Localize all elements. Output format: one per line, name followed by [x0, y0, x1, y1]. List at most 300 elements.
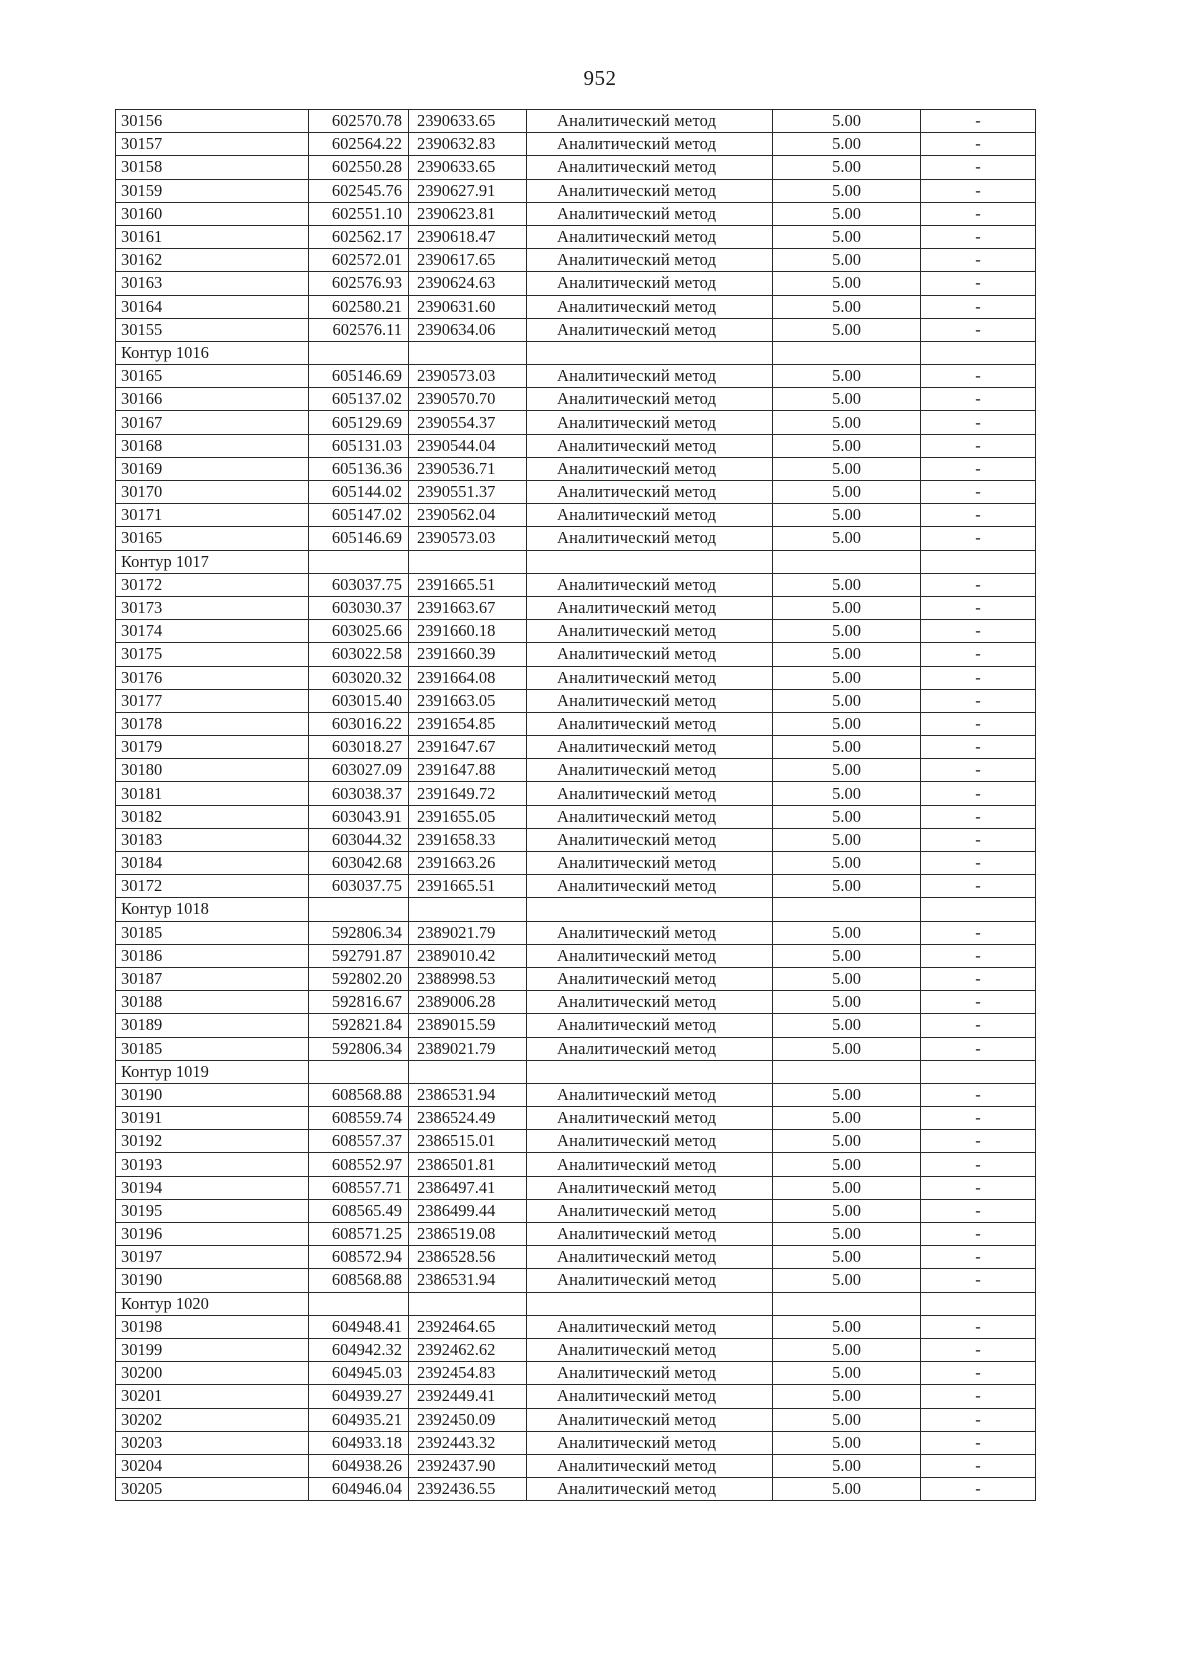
error-cell: 5.00 — [773, 481, 921, 504]
error-cell: 5.00 — [773, 225, 921, 248]
x-coordinate-cell: 603025.66 — [309, 620, 409, 643]
error-cell: 5.00 — [773, 156, 921, 179]
description-cell: - — [921, 921, 1036, 944]
error-cell: 5.00 — [773, 620, 921, 643]
y-coordinate-cell: 2391660.18 — [409, 620, 527, 643]
table-row — [116, 156, 1036, 179]
error-cell: 5.00 — [773, 1338, 921, 1361]
error-cell: 5.00 — [773, 921, 921, 944]
error-cell: 5.00 — [773, 944, 921, 967]
point-id-cell: 30172 — [116, 875, 309, 898]
method-cell: Аналитический метод — [527, 596, 773, 619]
y-coordinate-cell: 2391647.88 — [409, 759, 527, 782]
method-cell: Аналитический метод — [527, 643, 773, 666]
error-cell: 5.00 — [773, 1107, 921, 1130]
table-row — [116, 1338, 1036, 1361]
table-row — [116, 759, 1036, 782]
table-row — [116, 1385, 1036, 1408]
y-coordinate-cell: 2390624.63 — [409, 272, 527, 295]
y-coordinate-cell: 2392436.55 — [409, 1478, 527, 1501]
y-coordinate-cell: 2389015.59 — [409, 1014, 527, 1037]
description-cell: - — [921, 527, 1036, 550]
error-cell: 5.00 — [773, 1153, 921, 1176]
point-id-cell: 30199 — [116, 1338, 309, 1361]
x-coordinate-cell: 608572.94 — [309, 1246, 409, 1269]
point-id-cell: 30168 — [116, 434, 309, 457]
point-id-cell: 30167 — [116, 411, 309, 434]
x-coordinate-cell: 603022.58 — [309, 643, 409, 666]
x-coordinate-cell: 608552.97 — [309, 1153, 409, 1176]
method-cell: Аналитический метод — [527, 666, 773, 689]
contour-label: Контур 1017 — [116, 550, 309, 573]
description-cell: - — [921, 1107, 1036, 1130]
y-coordinate-cell: 2391663.05 — [409, 689, 527, 712]
contour-header-row — [116, 550, 1036, 573]
error-cell: 5.00 — [773, 388, 921, 411]
description-cell: - — [921, 1037, 1036, 1060]
method-cell: Аналитический метод — [527, 295, 773, 318]
error-cell: 5.00 — [773, 202, 921, 225]
error-cell: 5.00 — [773, 1176, 921, 1199]
description-cell: - — [921, 1269, 1036, 1292]
table-row — [116, 318, 1036, 341]
point-id-cell: 30204 — [116, 1454, 309, 1477]
table-row — [116, 1107, 1036, 1130]
table-row — [116, 1176, 1036, 1199]
y-coordinate-cell: 2389006.28 — [409, 991, 527, 1014]
y-coordinate-cell: 2390618.47 — [409, 225, 527, 248]
point-id-cell: 30164 — [116, 295, 309, 318]
method-cell: Аналитический метод — [527, 156, 773, 179]
y-coordinate-cell: 2391663.67 — [409, 596, 527, 619]
y-coordinate-cell: 2386497.41 — [409, 1176, 527, 1199]
point-id-cell: 30179 — [116, 736, 309, 759]
table-row — [116, 1199, 1036, 1222]
coordinates-table-body — [116, 110, 1036, 1501]
y-coordinate-cell: 2390536.71 — [409, 457, 527, 480]
x-coordinate-cell: 604945.03 — [309, 1362, 409, 1385]
y-coordinate-cell: 2390562.04 — [409, 504, 527, 527]
x-coordinate-cell: 608557.71 — [309, 1176, 409, 1199]
point-id-cell: 30163 — [116, 272, 309, 295]
x-coordinate-cell: 592806.34 — [309, 921, 409, 944]
table-row — [116, 875, 1036, 898]
error-cell: 5.00 — [773, 1431, 921, 1454]
empty-cell — [409, 550, 527, 573]
point-id-cell: 30190 — [116, 1269, 309, 1292]
x-coordinate-cell: 603018.27 — [309, 736, 409, 759]
y-coordinate-cell: 2389021.79 — [409, 1037, 527, 1060]
error-cell: 5.00 — [773, 1246, 921, 1269]
method-cell: Аналитический метод — [527, 1315, 773, 1338]
description-cell: - — [921, 318, 1036, 341]
method-cell: Аналитический метод — [527, 921, 773, 944]
method-cell: Аналитический метод — [527, 1478, 773, 1501]
table-row — [116, 712, 1036, 735]
x-coordinate-cell: 604942.32 — [309, 1338, 409, 1361]
y-coordinate-cell: 2386515.01 — [409, 1130, 527, 1153]
method-cell: Аналитический метод — [527, 110, 773, 133]
table-row — [116, 179, 1036, 202]
description-cell: - — [921, 365, 1036, 388]
method-cell: Аналитический метод — [527, 225, 773, 248]
error-cell: 5.00 — [773, 1223, 921, 1246]
point-id-cell: 30170 — [116, 481, 309, 504]
empty-cell — [921, 898, 1036, 921]
y-coordinate-cell: 2392437.90 — [409, 1454, 527, 1477]
description-cell: - — [921, 852, 1036, 875]
empty-cell — [527, 550, 773, 573]
point-id-cell: 30162 — [116, 249, 309, 272]
description-cell: - — [921, 272, 1036, 295]
x-coordinate-cell: 602562.17 — [309, 225, 409, 248]
method-cell: Аналитический метод — [527, 1083, 773, 1106]
contour-header-row — [116, 1292, 1036, 1315]
y-coordinate-cell: 2391649.72 — [409, 782, 527, 805]
table-row — [116, 295, 1036, 318]
table-row — [116, 991, 1036, 1014]
point-id-cell: 30203 — [116, 1431, 309, 1454]
x-coordinate-cell: 603043.91 — [309, 805, 409, 828]
table-row — [116, 967, 1036, 990]
error-cell: 5.00 — [773, 272, 921, 295]
table-row — [116, 202, 1036, 225]
point-id-cell: 30197 — [116, 1246, 309, 1269]
y-coordinate-cell: 2390627.91 — [409, 179, 527, 202]
error-cell: 5.00 — [773, 365, 921, 388]
description-cell: - — [921, 225, 1036, 248]
y-coordinate-cell: 2392450.09 — [409, 1408, 527, 1431]
description-cell: - — [921, 944, 1036, 967]
error-cell: 5.00 — [773, 1362, 921, 1385]
x-coordinate-cell: 608568.88 — [309, 1083, 409, 1106]
description-cell: - — [921, 388, 1036, 411]
description-cell: - — [921, 596, 1036, 619]
point-id-cell: 30159 — [116, 179, 309, 202]
point-id-cell: 30191 — [116, 1107, 309, 1130]
empty-cell — [527, 1060, 773, 1083]
table-row — [116, 1315, 1036, 1338]
table-row — [116, 1478, 1036, 1501]
y-coordinate-cell: 2390634.06 — [409, 318, 527, 341]
point-id-cell: 30202 — [116, 1408, 309, 1431]
method-cell: Аналитический метод — [527, 1246, 773, 1269]
table-row — [116, 782, 1036, 805]
method-cell: Аналитический метод — [527, 712, 773, 735]
empty-cell — [527, 341, 773, 364]
error-cell: 5.00 — [773, 1408, 921, 1431]
error-cell: 5.00 — [773, 828, 921, 851]
point-id-cell: 30188 — [116, 991, 309, 1014]
method-cell: Аналитический метод — [527, 1385, 773, 1408]
method-cell: Аналитический метод — [527, 573, 773, 596]
method-cell: Аналитический метод — [527, 852, 773, 875]
error-cell: 5.00 — [773, 133, 921, 156]
x-coordinate-cell: 603037.75 — [309, 573, 409, 596]
table-row — [116, 736, 1036, 759]
y-coordinate-cell: 2391658.33 — [409, 828, 527, 851]
table-row — [116, 365, 1036, 388]
error-cell: 5.00 — [773, 457, 921, 480]
method-cell: Аналитический метод — [527, 782, 773, 805]
error-cell: 5.00 — [773, 991, 921, 1014]
x-coordinate-cell: 592802.20 — [309, 967, 409, 990]
description-cell: - — [921, 295, 1036, 318]
x-coordinate-cell: 603020.32 — [309, 666, 409, 689]
error-cell: 5.00 — [773, 643, 921, 666]
x-coordinate-cell: 604948.41 — [309, 1315, 409, 1338]
method-cell: Аналитический метод — [527, 1362, 773, 1385]
y-coordinate-cell: 2392462.62 — [409, 1338, 527, 1361]
method-cell: Аналитический метод — [527, 133, 773, 156]
empty-cell — [409, 341, 527, 364]
description-cell: - — [921, 1176, 1036, 1199]
table-row — [116, 1246, 1036, 1269]
y-coordinate-cell: 2391647.67 — [409, 736, 527, 759]
method-cell: Аналитический метод — [527, 202, 773, 225]
x-coordinate-cell: 603030.37 — [309, 596, 409, 619]
error-cell: 5.00 — [773, 736, 921, 759]
method-cell: Аналитический метод — [527, 318, 773, 341]
table-row — [116, 1362, 1036, 1385]
point-id-cell: 30200 — [116, 1362, 309, 1385]
description-cell: - — [921, 504, 1036, 527]
method-cell: Аналитический метод — [527, 759, 773, 782]
description-cell: - — [921, 1478, 1036, 1501]
y-coordinate-cell: 2389010.42 — [409, 944, 527, 967]
description-cell: - — [921, 1014, 1036, 1037]
method-cell: Аналитический метод — [527, 828, 773, 851]
method-cell: Аналитический метод — [527, 736, 773, 759]
empty-cell — [309, 550, 409, 573]
empty-cell — [409, 898, 527, 921]
table-row — [116, 1037, 1036, 1060]
y-coordinate-cell: 2391655.05 — [409, 805, 527, 828]
description-cell: - — [921, 573, 1036, 596]
description-cell: - — [921, 202, 1036, 225]
description-cell: - — [921, 712, 1036, 735]
method-cell: Аналитический метод — [527, 249, 773, 272]
empty-cell — [409, 1292, 527, 1315]
description-cell: - — [921, 249, 1036, 272]
error-cell: 5.00 — [773, 596, 921, 619]
empty-cell — [527, 1292, 773, 1315]
table-row — [116, 1454, 1036, 1477]
empty-cell — [773, 341, 921, 364]
description-cell: - — [921, 1223, 1036, 1246]
error-cell: 5.00 — [773, 249, 921, 272]
table-row — [116, 666, 1036, 689]
page-number: 952 — [583, 66, 617, 90]
error-cell: 5.00 — [773, 1014, 921, 1037]
point-id-cell: 30156 — [116, 110, 309, 133]
x-coordinate-cell: 592791.87 — [309, 944, 409, 967]
description-cell: - — [921, 1199, 1036, 1222]
x-coordinate-cell: 603044.32 — [309, 828, 409, 851]
description-cell: - — [921, 457, 1036, 480]
table-row — [116, 1014, 1036, 1037]
description-cell: - — [921, 666, 1036, 689]
point-id-cell: 30185 — [116, 1037, 309, 1060]
y-coordinate-cell: 2390551.37 — [409, 481, 527, 504]
error-cell: 5.00 — [773, 875, 921, 898]
description-cell: - — [921, 875, 1036, 898]
method-cell: Аналитический метод — [527, 1107, 773, 1130]
error-cell: 5.00 — [773, 1478, 921, 1501]
error-cell: 5.00 — [773, 1037, 921, 1060]
point-id-cell: 30158 — [116, 156, 309, 179]
error-cell: 5.00 — [773, 1269, 921, 1292]
x-coordinate-cell: 604946.04 — [309, 1478, 409, 1501]
description-cell: - — [921, 1083, 1036, 1106]
table-row — [116, 620, 1036, 643]
point-id-cell: 30201 — [116, 1385, 309, 1408]
x-coordinate-cell: 602576.93 — [309, 272, 409, 295]
empty-cell — [309, 898, 409, 921]
description-cell: - — [921, 1153, 1036, 1176]
method-cell: Аналитический метод — [527, 1130, 773, 1153]
point-id-cell: 30161 — [116, 225, 309, 248]
x-coordinate-cell: 592806.34 — [309, 1037, 409, 1060]
method-cell: Аналитический метод — [527, 805, 773, 828]
x-coordinate-cell: 602576.11 — [309, 318, 409, 341]
empty-cell — [773, 1292, 921, 1315]
description-cell: - — [921, 1246, 1036, 1269]
y-coordinate-cell: 2390570.70 — [409, 388, 527, 411]
x-coordinate-cell: 605147.02 — [309, 504, 409, 527]
contour-label: Контур 1019 — [116, 1060, 309, 1083]
method-cell: Аналитический метод — [527, 991, 773, 1014]
table-row — [116, 689, 1036, 712]
x-coordinate-cell: 602570.78 — [309, 110, 409, 133]
error-cell: 5.00 — [773, 573, 921, 596]
x-coordinate-cell: 605146.69 — [309, 527, 409, 550]
x-coordinate-cell: 602564.22 — [309, 133, 409, 156]
point-id-cell: 30155 — [116, 318, 309, 341]
point-id-cell: 30175 — [116, 643, 309, 666]
method-cell: Аналитический метод — [527, 1153, 773, 1176]
method-cell: Аналитический метод — [527, 620, 773, 643]
contour-header-row — [116, 898, 1036, 921]
x-coordinate-cell: 608557.37 — [309, 1130, 409, 1153]
point-id-cell: 30169 — [116, 457, 309, 480]
description-cell: - — [921, 689, 1036, 712]
method-cell: Аналитический метод — [527, 272, 773, 295]
point-id-cell: 30178 — [116, 712, 309, 735]
description-cell: - — [921, 156, 1036, 179]
point-id-cell: 30187 — [116, 967, 309, 990]
empty-cell — [309, 1292, 409, 1315]
point-id-cell: 30189 — [116, 1014, 309, 1037]
y-coordinate-cell: 2392443.32 — [409, 1431, 527, 1454]
x-coordinate-cell: 603038.37 — [309, 782, 409, 805]
point-id-cell: 30166 — [116, 388, 309, 411]
y-coordinate-cell: 2391660.39 — [409, 643, 527, 666]
description-cell: - — [921, 1431, 1036, 1454]
error-cell: 5.00 — [773, 712, 921, 735]
description-cell: - — [921, 1338, 1036, 1361]
x-coordinate-cell: 608559.74 — [309, 1107, 409, 1130]
table-row — [116, 1130, 1036, 1153]
empty-cell — [921, 550, 1036, 573]
error-cell: 5.00 — [773, 759, 921, 782]
point-id-cell: 30205 — [116, 1478, 309, 1501]
error-cell: 5.00 — [773, 852, 921, 875]
y-coordinate-cell: 2390632.83 — [409, 133, 527, 156]
description-cell: - — [921, 759, 1036, 782]
y-coordinate-cell: 2390623.81 — [409, 202, 527, 225]
point-id-cell: 30174 — [116, 620, 309, 643]
point-id-cell: 30177 — [116, 689, 309, 712]
x-coordinate-cell: 605131.03 — [309, 434, 409, 457]
x-coordinate-cell: 603042.68 — [309, 852, 409, 875]
x-coordinate-cell: 592821.84 — [309, 1014, 409, 1037]
table-row — [116, 133, 1036, 156]
point-id-cell: 30165 — [116, 365, 309, 388]
empty-cell — [921, 1060, 1036, 1083]
point-id-cell: 30176 — [116, 666, 309, 689]
table-row — [116, 1083, 1036, 1106]
y-coordinate-cell: 2386501.81 — [409, 1153, 527, 1176]
method-cell: Аналитический метод — [527, 1199, 773, 1222]
x-coordinate-cell: 603015.40 — [309, 689, 409, 712]
description-cell: - — [921, 1385, 1036, 1408]
point-id-cell: 30180 — [116, 759, 309, 782]
table-row — [116, 805, 1036, 828]
point-id-cell: 30192 — [116, 1130, 309, 1153]
description-cell: - — [921, 481, 1036, 504]
description-cell: - — [921, 179, 1036, 202]
description-cell: - — [921, 967, 1036, 990]
y-coordinate-cell: 2386519.08 — [409, 1223, 527, 1246]
error-cell: 5.00 — [773, 689, 921, 712]
error-cell: 5.00 — [773, 110, 921, 133]
table-row — [116, 481, 1036, 504]
point-id-cell: 30193 — [116, 1153, 309, 1176]
method-cell: Аналитический метод — [527, 179, 773, 202]
point-id-cell: 30157 — [116, 133, 309, 156]
x-coordinate-cell: 605144.02 — [309, 481, 409, 504]
point-id-cell: 30172 — [116, 573, 309, 596]
table-row — [116, 527, 1036, 550]
table-row — [116, 434, 1036, 457]
method-cell: Аналитический метод — [527, 434, 773, 457]
y-coordinate-cell: 2390617.65 — [409, 249, 527, 272]
y-coordinate-cell: 2386528.56 — [409, 1246, 527, 1269]
description-cell: - — [921, 620, 1036, 643]
table-row — [116, 643, 1036, 666]
point-id-cell: 30171 — [116, 504, 309, 527]
point-id-cell: 30184 — [116, 852, 309, 875]
method-cell: Аналитический метод — [527, 1338, 773, 1361]
x-coordinate-cell: 604939.27 — [309, 1385, 409, 1408]
description-cell: - — [921, 133, 1036, 156]
contour-label: Контур 1018 — [116, 898, 309, 921]
y-coordinate-cell: 2390544.04 — [409, 434, 527, 457]
table-row — [116, 828, 1036, 851]
error-cell: 5.00 — [773, 1315, 921, 1338]
empty-cell — [921, 341, 1036, 364]
table-row — [116, 457, 1036, 480]
contour-label: Контур 1016 — [116, 341, 309, 364]
method-cell: Аналитический метод — [527, 689, 773, 712]
y-coordinate-cell: 2391654.85 — [409, 712, 527, 735]
error-cell: 5.00 — [773, 666, 921, 689]
y-coordinate-cell: 2392454.83 — [409, 1362, 527, 1385]
error-cell: 5.00 — [773, 411, 921, 434]
x-coordinate-cell: 602551.10 — [309, 202, 409, 225]
error-cell: 5.00 — [773, 434, 921, 457]
